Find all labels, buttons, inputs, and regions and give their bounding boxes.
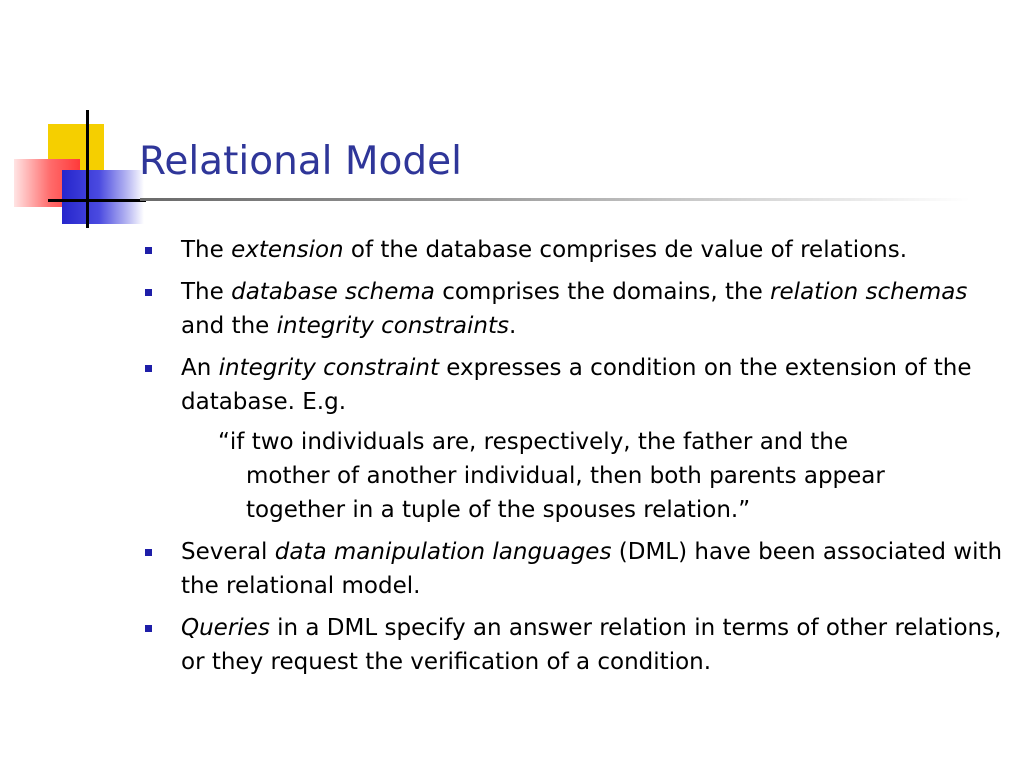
emphasis-text: data manipulation languages — [274, 539, 612, 565]
square-bullet-icon — [145, 289, 152, 296]
bullet-text: Several — [181, 539, 275, 565]
bullet-item-integrity-constraint — [140, 351, 1010, 419]
bullet-text: and the — [181, 313, 277, 339]
emphasis-text: relation schemas — [770, 279, 968, 305]
bullet-item-database-schema — [140, 275, 1010, 343]
bullet-text: (DML) have been associated with the relational model. — [181, 539, 1003, 599]
bullet-text: expresses a condition on the extension of the database. E.g. — [181, 355, 972, 415]
emphasis-text: database schema — [231, 279, 435, 305]
emphasis-text: integrity constraint — [218, 355, 439, 381]
bullet-item-dml — [140, 535, 1010, 603]
bullet-item-queries — [140, 611, 1010, 679]
square-bullet-icon — [145, 549, 152, 556]
horizontal-line-shape — [48, 199, 146, 202]
vertical-line-shape — [86, 110, 89, 228]
bullet-text: The — [181, 279, 232, 305]
title-underline — [140, 198, 970, 201]
bullet-text: comprises the domains, the — [434, 279, 771, 305]
emphasis-text: extension — [231, 237, 344, 263]
bullet-text: in a DML specify an answer relation in terms of other relations, or they request the verification of a condition. — [181, 615, 1002, 675]
square-bullet-icon — [145, 247, 152, 254]
slide-body — [140, 233, 1010, 687]
bullet-item-extension — [140, 233, 1010, 267]
decorative-logo — [0, 100, 150, 240]
bullet-text: An — [181, 355, 219, 381]
blue-square-shape — [62, 170, 144, 224]
emphasis-text: integrity constraints — [276, 313, 509, 339]
square-bullet-icon — [145, 365, 152, 372]
bullet-text: of the database comprises de value of relations. — [343, 237, 908, 263]
emphasis-text: Queries — [181, 615, 270, 641]
square-bullet-icon — [145, 625, 152, 632]
example-quote: “if two individuals are, respectively, the father and the mother of another individual, then both parents appear together in a tuple of the spouses relation.” — [218, 429, 885, 523]
bullet-text: The — [181, 237, 232, 263]
slide-title: Relational Model — [139, 139, 463, 184]
bullet-text: . — [508, 313, 517, 339]
